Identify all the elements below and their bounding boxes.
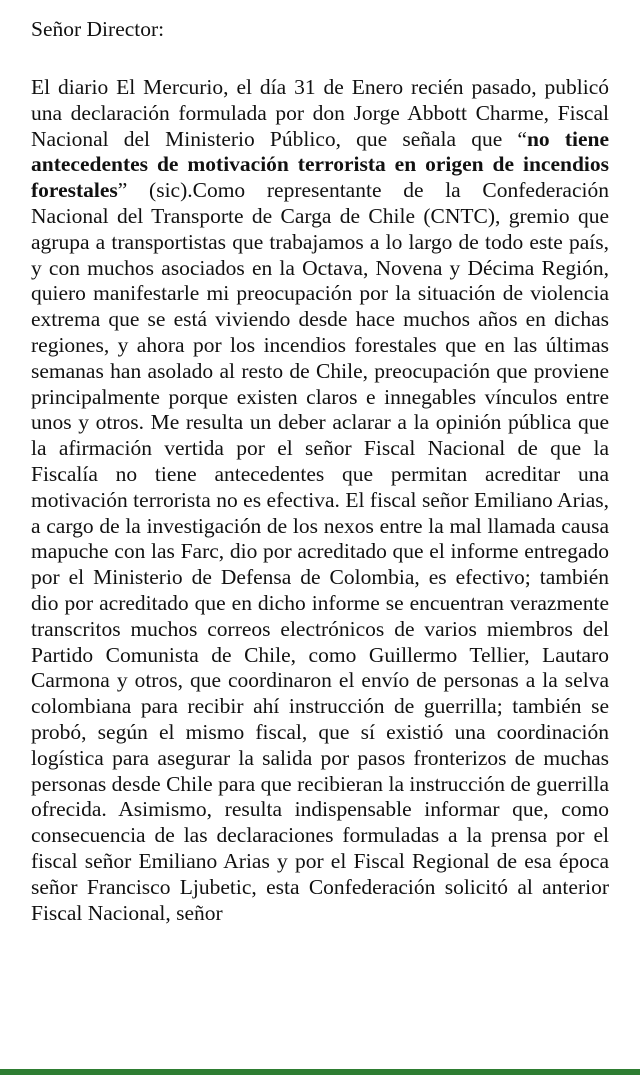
intro-text: El diario El Mercurio, el día 31 de Enero recién pasado, publicó una declaración formulada por don Jorge Abbott Charme, Fiscal Nacional del Ministerio Público, que señala que “ xyxy=(31,75,609,151)
salutation: Señor Director: xyxy=(31,17,165,41)
letter-body xyxy=(31,75,609,926)
bottom-accent-bar xyxy=(0,1069,640,1075)
body-continuation: ” (sic).Como representante de la Confederación Nacional del Transporte de Carga de Chile (CNTC), gremio que agrupa a transportistas que trabajamos a lo largo de todo este país, y con muchos asociados en la Octava, Novena y Décima Región, quiero manifestarle mi preocupación por la situación de violencia extrema que se está viviendo desde hace muchos años en dichas regiones, y ahora por los incendios forestales que en las últimas semanas han asolado al resto de Chile, preocupación que proviene principalmente porque existen claros e innegables vínculos entre unos y otros. Me resulta un deber aclarar a la opinión pública que la afirmación vertida por el señor Fiscal Nacional de que la Fiscalía no tiene antecedentes que permitan acreditar una motivación terrorista no es efectiva. El fiscal señor Emiliano Arias, a cargo de la investigación de los nexos entre la mal llamada causa mapuche con las Farc, dio por acreditado que el informe entregado por el Ministerio de Defensa de Colombia, es efectivo; también dio por acreditado que en dicho informe se encuentran verazmente transcritos muchos correos electrónicos de varios miembros del Partido Comunista de Chile, como Guillermo Tellier, Lautaro Carmona y otros, que coordinaron el envío de personas a la selva colombiana para recibir ahí instrucción de guerrilla; también se probó, según el mismo fiscal, que sí existió una coordinación logística para asegurar la salida por pasos fronterizos de muchas personas desde Chile para que recibieran la instrucción de guerrilla ofrecida. Asimismo, resulta indispensable informar que, como consecuencia de las declaraciones formuladas a la prensa por el fiscal señor Emiliano Arias y por el Fiscal Regional de esa época señor Francisco Ljubetic, esta Confederación solicitó al anterior Fiscal Nacional, señor xyxy=(31,178,609,925)
quoted-statement: no tiene antecedentes de motivación terrorista en origen de incendios forestales xyxy=(31,126,609,203)
